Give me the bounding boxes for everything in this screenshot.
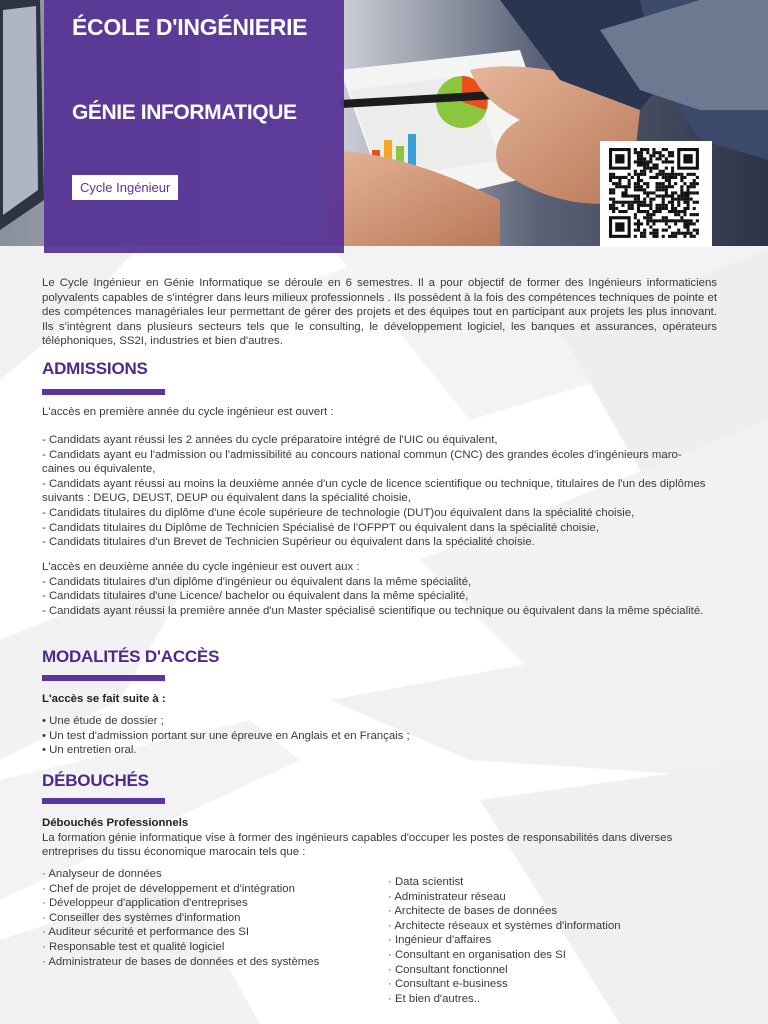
list-item: · Architecte de bases de données xyxy=(388,905,558,918)
list-item: · Chef de projet de développement et d'intégration xyxy=(42,882,295,895)
qr-code-pattern xyxy=(609,148,703,240)
debouches-right-list xyxy=(388,875,621,1006)
debouches-heading: DÉBOUCHÉS xyxy=(42,771,149,790)
list-item: • Un entretien oral. xyxy=(42,744,137,757)
admissions-rule xyxy=(42,389,165,395)
list-item: · Développeur d'application d'entreprises xyxy=(42,897,248,910)
modalites-list xyxy=(42,714,709,758)
modalites-heading: MODALITÉS D'ACCÈS xyxy=(42,647,220,666)
list-item: · Consultant en organisation des SI xyxy=(388,948,566,961)
list-item: · Conseiller des systèmes d'information xyxy=(42,911,241,924)
modalites-lead: L'accès se fait suite à : xyxy=(42,693,166,705)
list-item: - Candidats ayant réussi la première année d'un Master spécialisé scientifique ou technique ou équivalent dans la même spécialité. xyxy=(42,604,704,617)
list-item: - Candidats ayant réussi au moins la deuxième année d'un cycle de licence scientifique ou technique, titulaires de l'un des diplômes suivants : DEUG, DEUST, DEUP ou équivalent dans la spécialité choisie, xyxy=(42,477,706,505)
debouches-subtitle: Débouchés Professionnels xyxy=(42,817,189,829)
modalites-rule xyxy=(42,675,165,681)
program-title: GÉNIE INFORMATIQUE xyxy=(72,101,297,124)
intro-paragraph: Le Cycle Ingénieur en Génie Informatique se déroule en 6 semestres. Il a pour objectif de former des Ingénieurs informaticiens polyvalents capables de s'intégrer dans leurs milieux professionnels . Ils possèdent à la fois des compétences techniques de pointe et des compétences managériales leur permettant de gérer des projets et des équipes tout en participant aux projets les plus innovant. Ils s'intègrent dans plusieurs secteurs tels que le consulting, le développement logiciel, les banques et assurances, opérateurs téléphoniques, SS2I, industries et bien d'autres. xyxy=(42,277,717,348)
admissions-heading: ADMISSIONS xyxy=(42,359,148,378)
list-item: · Auditeur sécurité et performance des SI xyxy=(42,926,250,939)
list-item: • Une étude de dossier ; xyxy=(42,715,164,727)
list-item: · Administrateur réseau xyxy=(388,890,506,903)
admissions-first-year-intro: L'accès en première année du cycle ingénieur est ouvert : xyxy=(42,406,334,418)
debouches-intro xyxy=(42,816,709,860)
list-item: · Consultant e-business xyxy=(388,978,508,991)
list-item: · Responsable test et qualité logiciel xyxy=(42,940,225,953)
list-item: · Data scientist xyxy=(388,876,464,888)
list-item: - Candidats titulaires d'un diplôme d'ingénieur ou équivalent dans la même spécialité, xyxy=(42,575,472,588)
admissions-second-year xyxy=(42,560,709,618)
debouches-rule xyxy=(42,798,165,804)
admissions-first-year-list xyxy=(42,433,709,550)
list-item: - Candidats titulaires du Diplôme de Technicien Spécialisé de l'OFPPT ou équivalent dans la spécialité choisie, xyxy=(42,521,600,534)
second-year-intro: L'accès en deuxième année du cycle ingénieur est ouvert aux : xyxy=(42,561,360,573)
list-item: · Analyseur de données xyxy=(42,868,162,880)
list-item: · Consultant fonctionnel xyxy=(388,963,508,976)
title-panel xyxy=(44,0,344,253)
list-item: - Candidats ayant réussi les 2 années du cycle préparatoire intégré de l'UIC ou équivalent, xyxy=(42,434,498,446)
list-item: - Candidats titulaires du diplôme d'une école supérieure de technologie (DUT)ou équivalent dans la spécialité choisie, xyxy=(42,506,635,519)
list-item: · Architecte réseaux et systèmes d'information xyxy=(388,919,621,932)
list-item: · Et bien d'autres.. xyxy=(388,992,481,1005)
list-item: · Ingénieur d'affaires xyxy=(388,934,492,947)
debouches-left-list xyxy=(42,867,319,969)
qr-code xyxy=(600,141,712,247)
school-title: ÉCOLE D'INGÉNIERIE xyxy=(72,14,308,40)
list-item: - Candidats titulaires d'une Licence/ bachelor ou équivalent dans la même spécialité, xyxy=(42,590,469,603)
debouches-description: La formation génie informatique vise à former des ingénieurs capables d'occuper les postes de responsabilités dans diverses entreprises du tissu économique marocain tels que : xyxy=(42,831,673,859)
list-item: - Candidats titulaires d'un Brevet de Technicien Supérieur ou équivalent dans la spécialité choisie. xyxy=(42,536,535,549)
list-item: - Candidats ayant eu l'admission ou l'admissibilité au concours national commun (CNC) des grandes écoles d'ingénieurs maro-caines ou équivalente, xyxy=(42,448,682,476)
cycle-tag: Cycle Ingénieur xyxy=(72,175,178,200)
list-item: · Administrateur de bases de données et des systèmes xyxy=(42,955,320,968)
list-item: • Un test d'admission portant sur une épreuve en Anglais et en Français ; xyxy=(42,729,410,742)
